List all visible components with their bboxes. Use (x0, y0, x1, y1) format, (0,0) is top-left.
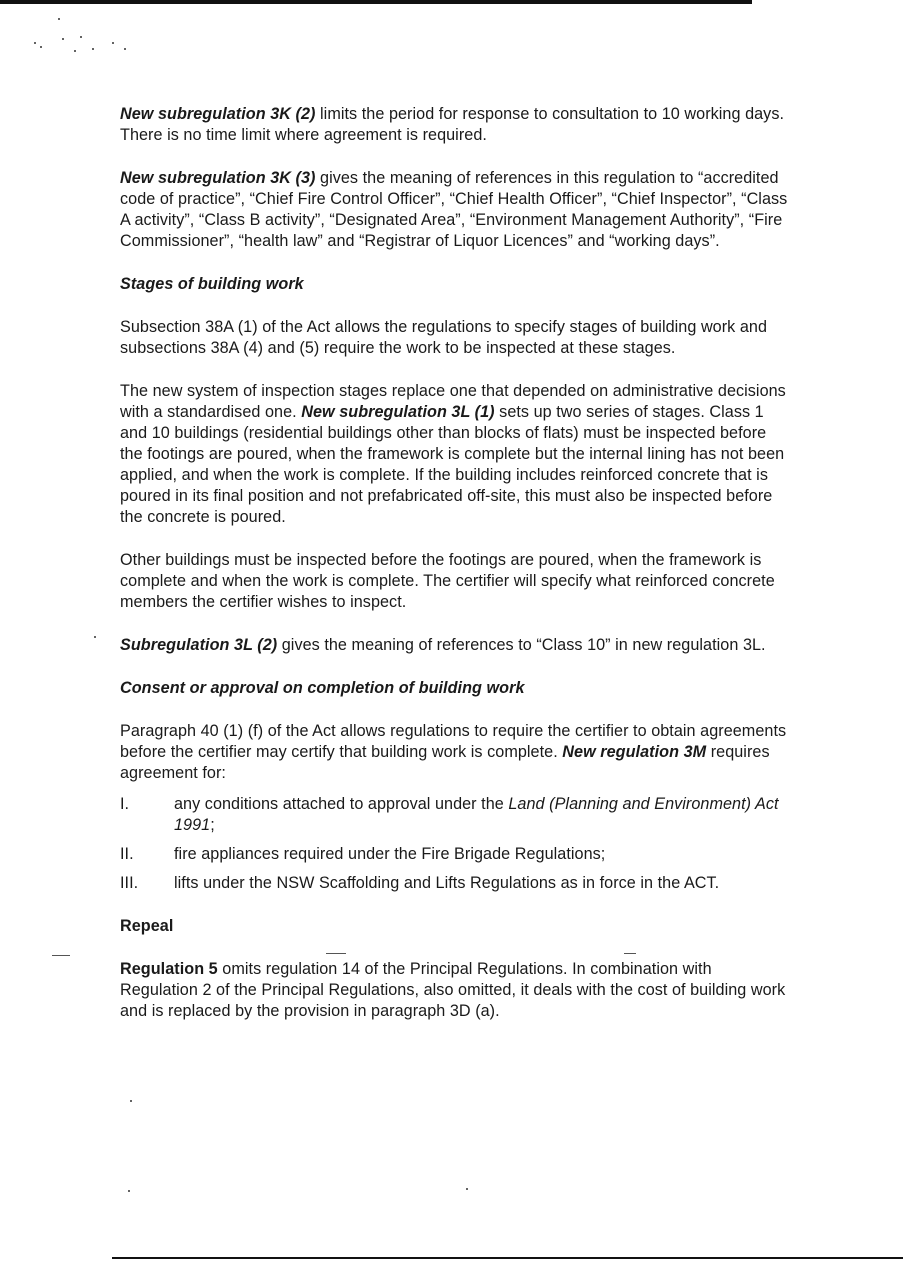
paragraph-inspection-stages (120, 381, 792, 528)
list-item (120, 844, 792, 865)
paragraph-3k3 (120, 168, 792, 252)
paragraph-text: The new system of inspection stages replace one that depended on administrative decisions with a standardised one. (120, 382, 786, 421)
paragraph-lead: New subregulation 3K (2) (120, 105, 316, 123)
paragraph-text: gives the meaning of references to “Class 10” in new regulation 3L. (277, 636, 766, 654)
list-item-text: lifts under the NSW Scaffolding and Lifts Regulations as in force in the ACT. (174, 874, 720, 892)
scan-speck (62, 38, 64, 40)
list-item-text (174, 794, 792, 836)
paragraph-lead: New subregulation 3L (1) (301, 403, 495, 421)
scan-speck (128, 1190, 130, 1192)
list-item-act-title: Land (Planning and Environment) Act 1991 (174, 795, 779, 834)
scan-mark (52, 955, 70, 956)
scan-speck (74, 50, 76, 52)
list-item (120, 873, 792, 894)
paragraph-lead: New regulation 3M (562, 743, 707, 761)
list-item-text-part: ; (210, 816, 215, 834)
scan-speck (34, 42, 36, 44)
heading-stages-of-building-work: Stages of building work (120, 275, 304, 293)
paragraph-text: limits the period for response to consultation to 10 working days. There is no time limit where agreement is required. (120, 105, 785, 144)
scan-speck (112, 42, 114, 44)
scan-speck (40, 46, 42, 48)
paragraph-text: omits regulation 14 of the Principal Regulations. In combination with Regulation 2 of the Principal Regulations, also omitted, it deals with the cost of building work and is replaced by the provision in paragraph 3D (a). (120, 960, 786, 1020)
list-item-text-part: any conditions attached to approval under the (174, 795, 509, 813)
scan-speck (466, 1188, 468, 1190)
paragraph-text: Paragraph 40 (1) (f) of the Act allows regulations to require the certifier to obtain agreements before the certifier may certify that building work is complete. (120, 722, 787, 761)
scan-top-border (0, 0, 752, 4)
heading-consent-or-approval: Consent or approval on completion of building work (120, 679, 525, 697)
paragraph-lead: New subregulation 3K (3) (120, 169, 316, 187)
paragraph-text: gives the meaning of references in this regulation to “accredited code of practice”, “Chief Fire Control Officer”, “Chief Health Officer”, “Chief Inspector”, “Class A activity”, “Class B activity”, “Designated Area”, “Environment Management Authority”, “Fire Commissioner”, “health law” and “Registrar of Liquor Licences” and “working days”. (120, 169, 788, 250)
paragraph-lead: Subregulation 3L (2) (120, 636, 278, 654)
document-body (120, 104, 792, 1044)
scan-bottom-border (112, 1257, 903, 1259)
list-item-number: III. (120, 874, 139, 892)
agreement-list (120, 794, 792, 894)
list-item-text: fire appliances required under the Fire Brigade Regulations; (174, 845, 606, 863)
paragraph-other-buildings: Other buildings must be inspected before the footings are poured, when the framework is complete and when the work is complete. The certifier will specify what reinforced concrete members the certifier wishes to inspect. (120, 551, 775, 611)
scan-speck (80, 36, 82, 38)
paragraph-subsection-38a: Subsection 38A (1) of the Act allows the regulations to specify stages of building work and subsections 38A (4) and (5) require the work to be inspected at these stages. (120, 318, 768, 357)
paragraph-text: sets up two series of stages. Class 1 and 10 buildings (residential buildings other than blocks of flats) must be inspected before the footings are poured, when the framework is complete but the internal lining has not been applied, and when the work is complete. If the building includes reinforced concrete that is poured in its final position and not prefabricated off-site, this must also be inspected before the concrete is poured. (120, 403, 785, 526)
paragraph-3l2 (120, 635, 792, 656)
scan-speck (94, 636, 96, 638)
scan-speck (58, 18, 60, 20)
list-item (120, 794, 792, 836)
paragraph-lead: Regulation 5 (120, 960, 218, 978)
paragraph-40-1-f (120, 721, 792, 784)
paragraph-text: requires agreement for: (120, 743, 770, 782)
list-item-number: I. (120, 795, 130, 813)
list-item-number: II. (120, 845, 134, 863)
paragraph-3k2 (120, 104, 792, 146)
scan-speck (124, 48, 126, 50)
scan-speck (130, 1100, 132, 1102)
heading-repeal: Repeal (120, 917, 174, 935)
scan-speck (92, 48, 94, 50)
paragraph-regulation-5 (120, 959, 792, 1022)
